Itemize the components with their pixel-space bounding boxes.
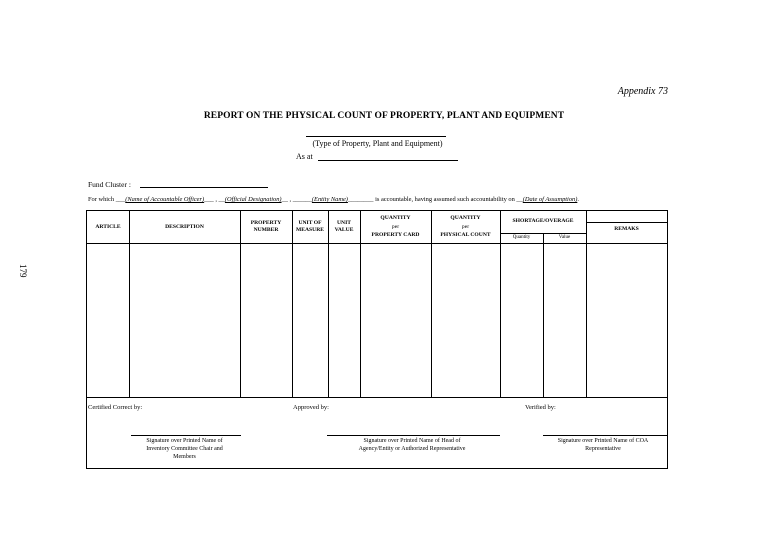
header-description: DESCRIPTION: [165, 224, 204, 230]
verified-caption-line2: Representative: [585, 446, 621, 452]
fund-cluster-line: [140, 187, 268, 188]
approved-signature-line: [327, 435, 500, 436]
header-article: ARTICLE: [95, 224, 121, 230]
type-caption: (Type of Property, Plant and Equipment): [312, 139, 443, 148]
certified-caption-line2: Inventory Committee Chair and: [146, 446, 223, 452]
col-divider: [292, 211, 293, 397]
header-unit-value-line2: VALUE: [334, 227, 354, 233]
approved-caption-line1: Signature over Printed Name of Head of: [363, 438, 461, 444]
header-qty-count-line1: QUANTITY: [450, 215, 481, 221]
col-divider: [240, 211, 241, 397]
appendix-label: Appendix 73: [617, 86, 668, 97]
count-table: [86, 210, 668, 469]
col-divider: [129, 211, 130, 397]
body-bottom-rule: [87, 397, 667, 398]
fund-cluster-label: Fund Cluster :: [88, 180, 131, 189]
approved-by-label: Approved by:: [293, 404, 329, 411]
header-quantity-physical-count: [431, 214, 500, 240]
header-property-number: [240, 220, 292, 234]
as-at-label: As at: [296, 152, 313, 161]
page-number: 179: [18, 264, 28, 278]
as-at-line: [318, 160, 458, 161]
header-shortage-quantity: Quantity: [512, 235, 531, 240]
header-qty-card-line3: PROPERTY CARD: [371, 232, 420, 238]
report-title: REPORT ON THE PHYSICAL COUNT OF PROPERTY, PLANT AND EQUIPMENT: [203, 111, 565, 121]
col-divider: [543, 233, 544, 397]
certified-correct-label: Certified Correct by:: [88, 404, 143, 411]
header-qty-card-line2: per: [391, 223, 400, 230]
header-qty-count-line2: per: [461, 223, 470, 230]
entity-name-field: (Entity Name): [311, 196, 348, 203]
verified-signature-caption: [539, 437, 667, 453]
header-unit-value: [328, 220, 360, 234]
verified-signature-line: [543, 435, 667, 436]
header-unit-of-measure: [292, 220, 328, 234]
header-unit-measure-line1: UNIT OF: [298, 220, 322, 226]
verified-by-label: Verified by:: [525, 404, 556, 411]
certified-signature-line: [131, 435, 241, 436]
accountability-text: is accountable, having assumed such accountability on: [375, 196, 515, 203]
header-qty-count-line3: PHYSICAL COUNT: [440, 232, 491, 238]
col-divider: [586, 211, 587, 397]
accountability-statement: For which ___(Name of Accountable Officer)___ , __(Official Designation)__ , ______(Entity Name)________ is accountable, having assumed such accountability on __(Date of Assumption).: [88, 196, 579, 203]
header-quantity-property-card: [360, 214, 431, 240]
date-of-assumption-field: (Date of Assumption): [522, 196, 578, 203]
remarks-top-rule: [586, 222, 667, 223]
header-shortage-overage: SHORTAGE/OVERAGE: [512, 218, 574, 224]
verified-caption-line1: Signature over Printed Name of COA: [557, 438, 649, 444]
certified-signature-caption: [117, 437, 252, 461]
type-line: [306, 136, 446, 137]
header-unit-measure-line2: MEASURE: [296, 227, 324, 233]
header-property-number-line1: PROPERTY: [250, 220, 282, 226]
certified-caption-line3: Members: [173, 454, 196, 460]
col-divider: [328, 211, 329, 397]
accountable-officer-field: (Name of Accountable Officer): [125, 196, 205, 203]
approved-signature-caption: [312, 437, 512, 453]
header-bottom-rule: [87, 243, 667, 244]
certified-caption-line1: Signature over Printed Name of: [146, 438, 223, 444]
header-property-number-line2: NUMBER: [253, 227, 279, 233]
header-qty-card-line1: QUANTITY: [380, 215, 411, 221]
official-designation-field: (Official Designation): [224, 196, 282, 203]
approved-caption-line2: Agency/Entity or Authorized Representative: [358, 446, 466, 452]
header-unit-value-line1: UNIT: [337, 220, 351, 226]
for-which-prefix: For which: [88, 196, 115, 203]
header-shortage-value: Value: [558, 235, 571, 240]
header-remarks: REMAKS: [614, 226, 639, 232]
